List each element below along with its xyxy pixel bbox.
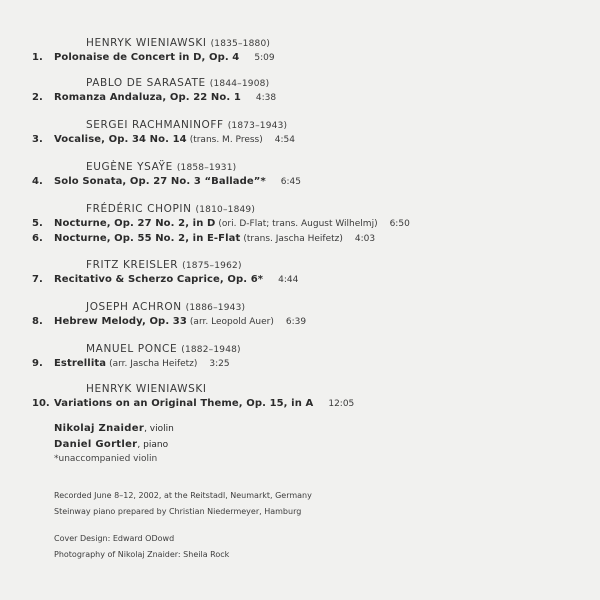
composer-heading: HENRYK WIENIAWSKI (1835–1880) bbox=[86, 37, 271, 49]
track-line: 2. Romanza Andaluza, Op. 22 No. 1 4:38 bbox=[32, 92, 277, 103]
credit-line: Cover Design: Edward ODowd bbox=[54, 534, 175, 543]
track-line: 4. Solo Sonata, Op. 27 No. 3 “Ballade”* 6:45 bbox=[32, 176, 302, 187]
composer-heading: MANUEL PONCE (1882–1948) bbox=[86, 343, 241, 355]
track-line: 1. Polonaise de Concert in D, Op. 4 5:09 bbox=[32, 52, 275, 63]
design-credits bbox=[54, 531, 229, 563]
performers bbox=[54, 421, 174, 465]
track-line: 7. Recitativo & Scherzo Caprice, Op. 6* 4:44 bbox=[32, 274, 299, 285]
track-line: 9. Estrellita (arr. Jascha Heifetz) 3:25 bbox=[32, 358, 230, 369]
track-line: 10. Variations on an Original Theme, Op. 15, in A 12:05 bbox=[32, 398, 355, 409]
credit-line: Photography of Nikolaj Znaider: Sheila Rock bbox=[54, 550, 230, 559]
track-line: 8. Hebrew Melody, Op. 33 (arr. Leopold Auer) 6:39 bbox=[32, 316, 307, 327]
track-line: 3. Vocalise, Op. 34 No. 14 (trans. M. Press) 4:54 bbox=[32, 134, 295, 145]
composer-heading: PABLO DE SARASATE (1844–1908) bbox=[86, 77, 270, 89]
composer-heading: FRÉDÉRIC CHOPIN (1810–1849) bbox=[86, 203, 256, 215]
composer-heading: SERGEI RACHMANINOFF (1873–1943) bbox=[86, 119, 288, 131]
recording-info bbox=[54, 488, 312, 520]
recording-line: Steinway piano prepared by Christian Niedermeyer, Hamburg bbox=[54, 507, 302, 516]
performer-line: Nikolaj Znaider, violin bbox=[54, 423, 174, 434]
recording-line: Recorded June 8–12, 2002, at the Reitstadl, Neumarkt, Germany bbox=[54, 491, 312, 500]
footnote: *unaccompanied violin bbox=[54, 454, 158, 464]
track-line: 6. Nocturne, Op. 55 No. 2, in E-Flat (trans. Jascha Heifetz) 4:03 bbox=[32, 233, 376, 244]
track-line: 5. Nocturne, Op. 27 No. 2, in D (ori. D-Flat; trans. August Wilhelmj) 6:50 bbox=[32, 218, 410, 229]
composer-heading: FRITZ KREISLER (1875–1962) bbox=[86, 259, 242, 271]
composer-heading: HENRYK WIENIAWSKI bbox=[86, 383, 207, 395]
composer-heading: EUGÈNE YSAŸE (1858–1931) bbox=[86, 161, 237, 173]
composer-heading: JOSEPH ACHRON (1886–1943) bbox=[86, 301, 246, 313]
performer-line: Daniel Gortler, piano bbox=[54, 439, 169, 450]
